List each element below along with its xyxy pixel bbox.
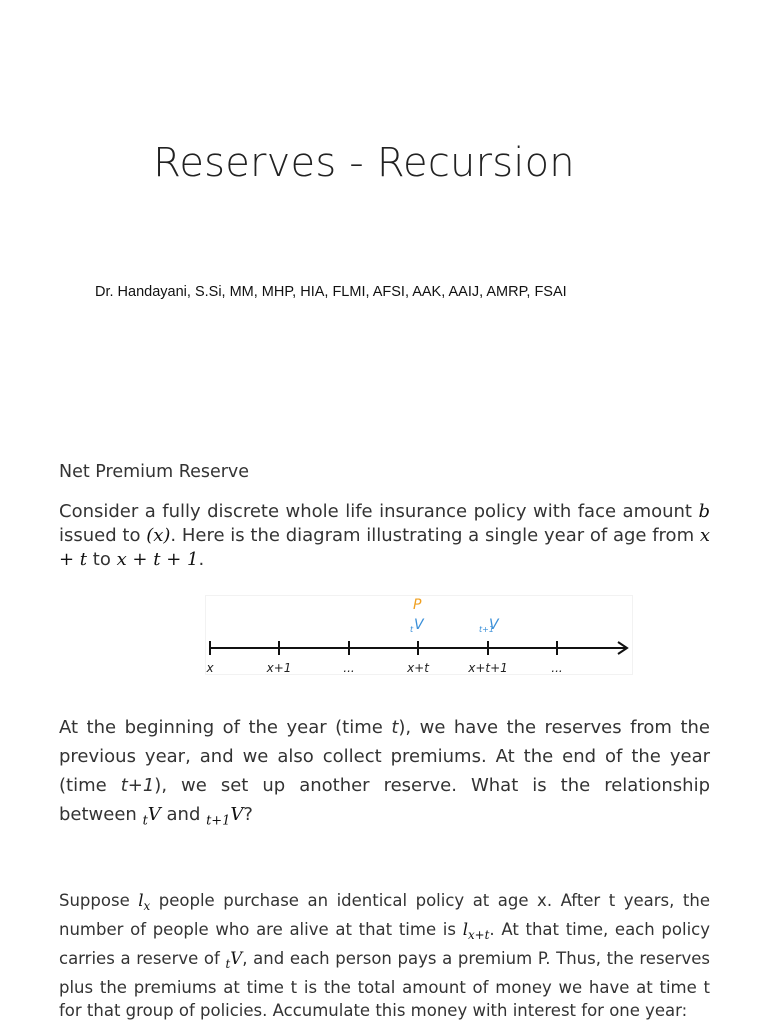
timeline-tick-label: ...	[343, 661, 355, 675]
timeline-tick-label: x+t	[407, 661, 429, 675]
author-line: Dr. Handayani, S.Si, MM, MHP, HIA, FLMI, AFSI, AAK, AAIJ, AMRP, FSAI	[95, 284, 567, 300]
math-symbol: V	[230, 949, 243, 969]
math-reserve-tv	[225, 949, 243, 972]
text-run: issued to	[59, 525, 147, 546]
math-age-start: x + t	[59, 525, 710, 570]
timeline-tick-label: x+t+1	[468, 661, 508, 675]
math-age-end: x + t + 1	[116, 549, 199, 570]
text-run: ), we set up another reserve. What is the relationship between	[59, 775, 710, 825]
text-run: and	[160, 804, 207, 825]
text-run: ?	[243, 804, 253, 825]
reserve-t-prefix: t	[410, 625, 414, 634]
text-run: , and each person pays a premium P. Thus, the reserves plus the premiums at time t is the total amount of money we have at time t for that group of policies. Accumulate this money with interest for one year:	[59, 949, 711, 1021]
paragraph-question	[59, 713, 710, 836]
timeline-tick-label: x	[206, 661, 214, 675]
math-symbol: l	[462, 920, 468, 940]
text-run: . At that time, each policy carries a reserve of	[59, 920, 710, 969]
math-reserve-t	[142, 804, 161, 829]
math-subscript: t+1	[206, 813, 231, 829]
timeline-diagram	[205, 595, 633, 675]
timeline-tick-label: ...	[551, 661, 563, 675]
math-symbol: V	[230, 804, 244, 825]
text-run: ), we have the reserves from the previous year, and we also collect premiums. At the end of the year (time	[59, 717, 710, 796]
math-subscript: t	[142, 813, 148, 829]
timeline-svg	[205, 595, 633, 675]
paragraph-intro	[59, 500, 710, 572]
italic-time-t: t	[391, 717, 399, 738]
text-run: Consider a fully discrete whole life insurance policy with face amount	[59, 501, 699, 522]
italic-time-t1: t+1	[120, 775, 155, 796]
page-title: Reserves - Recursion	[153, 140, 575, 186]
math-subscript: x	[143, 899, 151, 914]
text-run: .	[198, 549, 205, 570]
math-lx	[138, 891, 151, 914]
math-symbol: l	[138, 891, 144, 910]
math-subscript: x+t	[467, 928, 490, 943]
text-run: to	[87, 549, 117, 570]
reserve-t-label: V	[414, 617, 424, 633]
math-face-amount: b	[698, 501, 710, 522]
math-subscript: t	[225, 957, 231, 972]
math-symbol: V	[147, 804, 161, 825]
math-reserve-t1	[206, 804, 244, 829]
reserve-t1-label: V	[489, 617, 499, 633]
math-issue-age: (x)	[146, 525, 171, 546]
text-run: . Here is the diagram illustrating a single year of age from	[170, 525, 700, 546]
reserve-t1-prefix: t+1	[479, 625, 494, 634]
text-run: Suppose	[59, 891, 139, 910]
timeline-tick-label: x+1	[266, 661, 292, 675]
premium-label: P	[413, 597, 422, 613]
timeline-tick-labels	[205, 661, 562, 675]
text-run: people purchase an identical policy at age x. After t years, the number of people who are alive at that time is	[59, 891, 710, 940]
math-lxt	[462, 920, 490, 943]
text-run: At the beginning of the year (time	[59, 717, 392, 738]
section-heading: Net Premium Reserve	[59, 462, 250, 482]
paragraph-explanation	[59, 889, 710, 1022]
